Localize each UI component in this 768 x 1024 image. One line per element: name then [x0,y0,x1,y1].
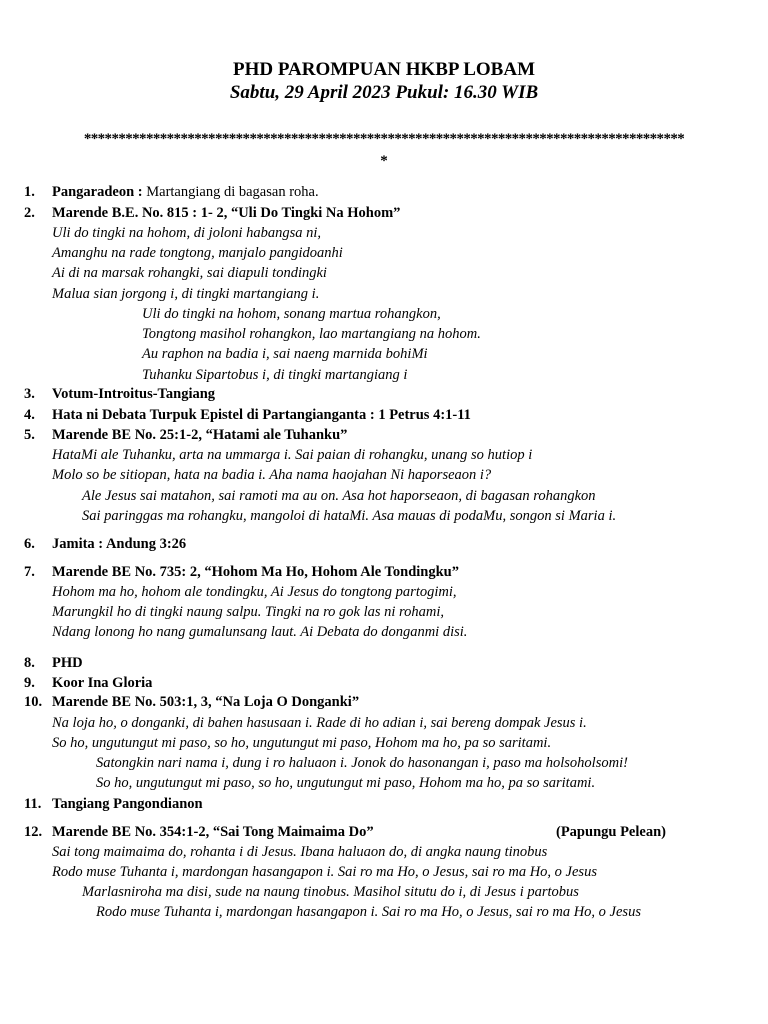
item-number: 4. [24,407,35,423]
hymn-line: Tongtong masihol rohangkon, lao martangiang na hohom. [142,326,481,342]
hymn-line: Sai paringgas ma rohangku, mangoloi di hataMi. Asa mauas di podaMu, songon si Maria i. [82,508,617,524]
item-heading [52,183,319,201]
hymn-line: HataMi ale Tuhanku, arta na ummarga i. Sai paian di rohangku, unang so hutiop i [52,447,533,463]
hymn-line: Marungkil ho di tingki naung salpu. Tingki na ro gok las ni rohami, [52,604,445,620]
item-number: 2. [24,205,35,221]
hymn-line: Malua sian jorgong i, di tingki martangiang i. [52,286,320,302]
hymn-line: Uli do tingki na hohom, sonang martua rohangkon, [142,306,441,322]
star-divider-continuation: * [380,153,388,169]
item-number: 11. [24,796,42,812]
hymn-line: Uli do tingki na hohom, di joloni habangsa ni, [52,225,322,241]
page-subtitle: Sabtu, 29 April 2023 Pukul: 16.30 WIB [229,82,539,103]
item-heading: Marende BE No. 503:1, 3, “Na Loja O Donganki” [52,694,360,710]
item-number: 8. [24,655,35,671]
hymn-line: Ale Jesus sai matahon, sai ramoti ma au on. Asa hot haporseaon, di bagasan rohangkon [82,488,596,504]
hymn-line: Ndang lonong ho nang gumalunsang laut. Ai Debata do donganmi disi. [52,624,468,640]
hymn-line: Ai di na marsak rohangki, sai diapuli tondingki [52,265,327,281]
item-heading: Marende B.E. No. 815 : 1- 2, “Uli Do Tingki Na Hohom” [52,205,401,221]
item-heading: Marende BE No. 354:1-2, “Sai Tong Maimaima Do” [52,824,374,840]
item-heading: Tangiang Pangondianon [52,796,203,812]
item-number: 5. [24,427,35,443]
hymn-line: Sai tong maimaima do, rohanta i di Jesus. Ibana haluaon do, di angka naung tinobus [52,844,548,860]
page-title: PHD PAROMPUAN HKBP LOBAM [232,59,536,80]
item-heading: Marende BE No. 25:1-2, “Hatami ale Tuhanku” [52,427,348,443]
hymn-line: So ho, ungutungut mi paso, so ho, ungutungut mi paso, Hohom ma ho, pa so saritami. [52,735,552,751]
hymn-line: Molo so be sitiopan, hata na badia i. Aha nama haojahan Ni haporseaon i? [52,467,492,483]
item-heading: Hata ni Debata Turpuk Epistel di Partangianganta : 1 Petrus 4:1-11 [52,407,471,423]
item-number: 12. [24,824,43,840]
item-role-note: (Papungu Pelean) [556,824,666,840]
item-number: 10. [24,694,43,710]
hymn-line: Marlasniroha ma disi, sude na naung tinobus. Masihol situtu do i, di Jesus i partobus [82,884,579,900]
item-label: Pangaradeon : [52,184,143,200]
item-heading: PHD [52,655,83,671]
item-heading: Marende BE No. 735: 2, “Hohom Ma Ho, Hohom Ale Tondingku” [52,564,459,580]
hymn-line: Tuhanku Sipartobus i, di tingki martangiang i [142,367,408,383]
item-number: 3. [24,386,35,402]
hymn-line: So ho, ungutungut mi paso, so ho, ungutungut mi paso, Hohom ma ho, pa so saritami. [96,775,596,791]
hymn-line: Satongkin nari nama i, dung i ro haluaon i. Jonok do hasonangan i, paso ma holsoholsomi! [96,755,628,771]
item-number: 9. [24,675,35,691]
hymn-line: Amanghu na rade tongtong, manjalo pangidoanhi [52,245,343,261]
item-heading: Votum-Introitus-Tangiang [52,386,216,402]
hymn-line: Na loja ho, o donganki, di bahen hasusaan i. Rade di ho adian i, sai bereng dompak Jesus i. [52,715,587,731]
item-number: 7. [24,564,35,580]
hymn-line: Rodo muse Tuhanta i, mardongan hasangapon i. Sai ro ma Ho, o Jesus, sai ro ma Ho, o Jesus [96,904,641,920]
hymn-line: Hohom ma ho, hohom ale tondingku, Ai Jesus do tongtong partogimi, [52,584,457,600]
star-divider: *************************************************************************************** [83,131,685,147]
hymn-line: Rodo muse Tuhanta i, mardongan hasangapon i. Sai ro ma Ho, o Jesus, sai ro ma Ho, o Jesus [52,864,597,880]
hymn-line: Au raphon na badia i, sai naeng marnida bohiMi [142,346,428,362]
item-text: Martangiang di bagasan roha. [142,184,319,200]
item-number: 1. [24,184,35,200]
item-heading: Koor Ina Gloria [52,675,153,691]
item-heading: Jamita : Andung 3:26 [52,536,187,552]
item-number: 6. [24,536,35,552]
